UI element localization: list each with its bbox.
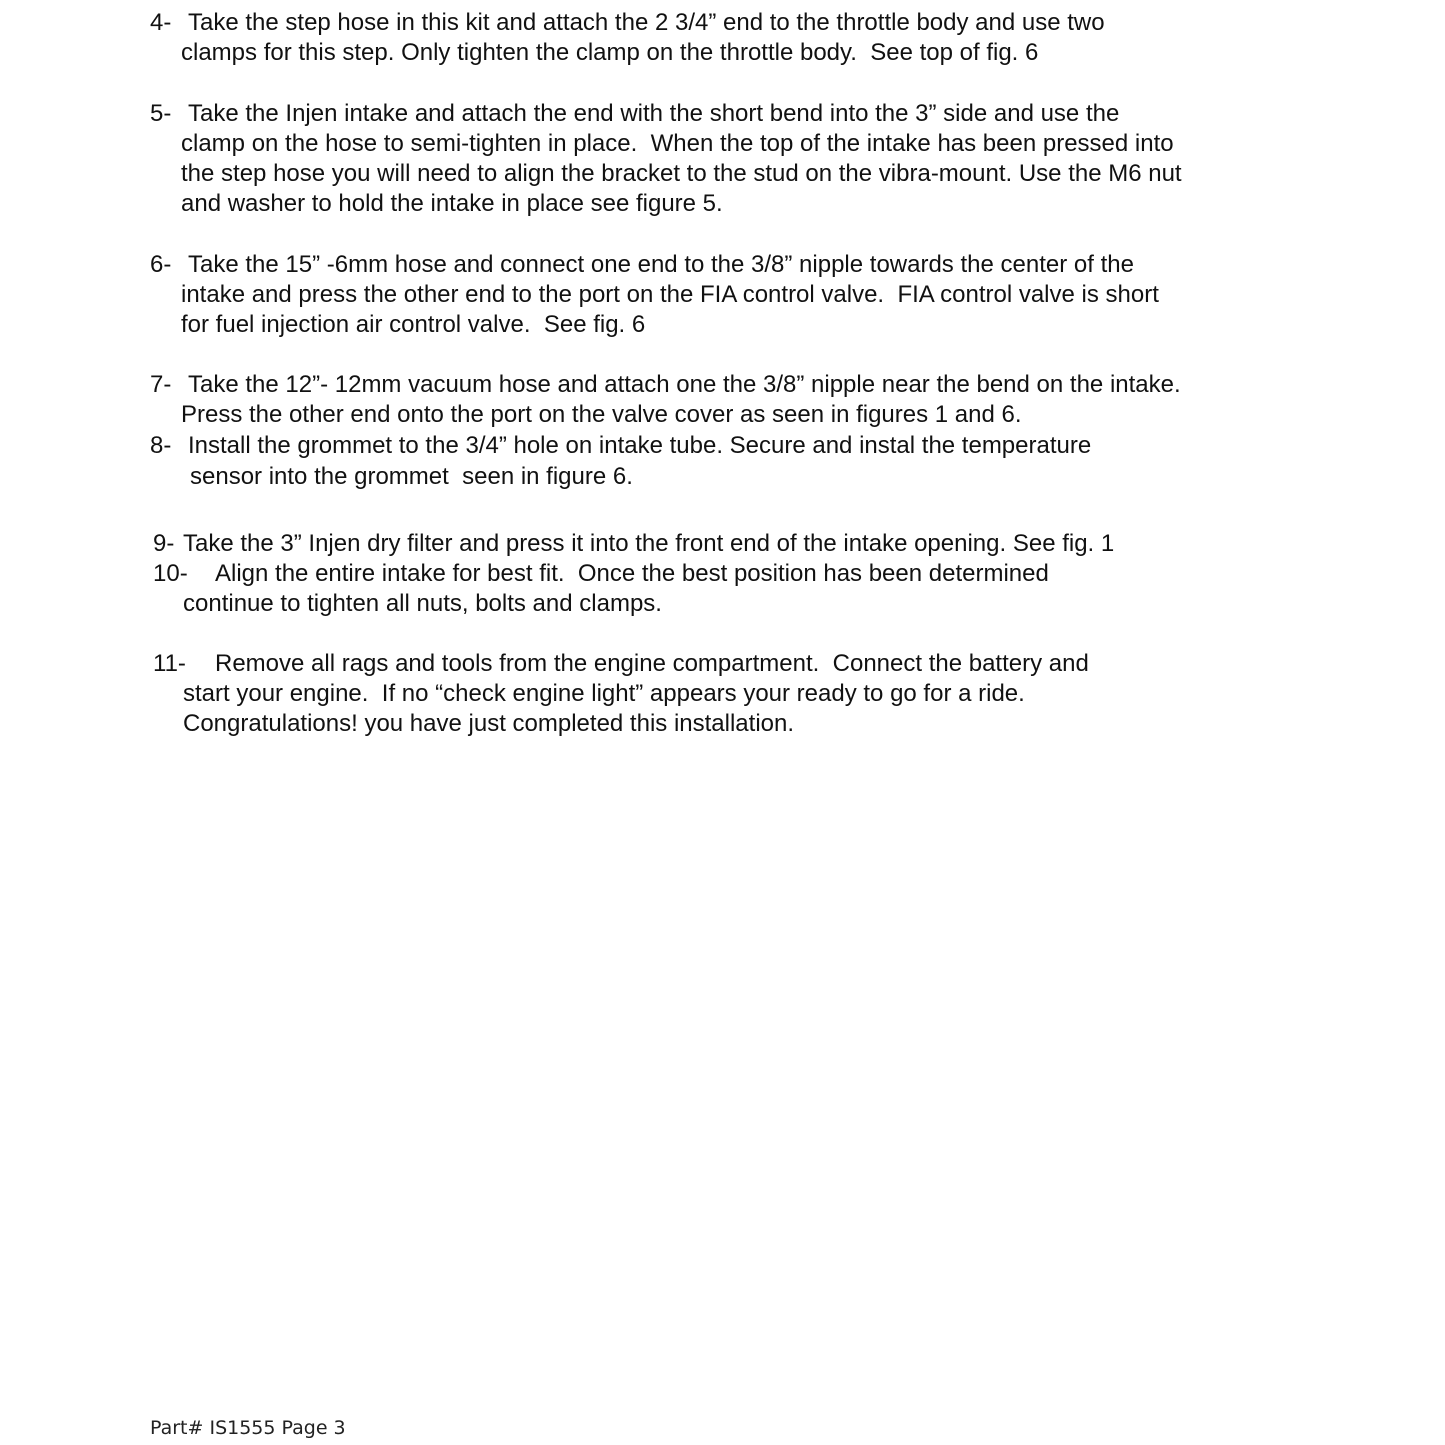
step-text-line: Press the other end onto the port on the valve cover as seen in figures 1 and 6.	[181, 401, 1022, 428]
step-text-line: clamp on the hose to semi-tighten in place. When the top of the intake has been pressed into	[181, 130, 1174, 157]
step-number: 9-	[153, 530, 175, 557]
step-text-line: Install the grommet to the 3/4” hole on intake tube. Secure and instal the temperature	[188, 432, 1092, 459]
step-text-line: and washer to hold the intake in place see figure 5.	[181, 190, 723, 217]
step-number: 6-	[150, 251, 172, 278]
step-text-line: Align the entire intake for best fit. Once the best position has been determined	[215, 560, 1049, 587]
step-text-line: Take the 3” Injen dry filter and press it into the front end of the intake opening. See fig. 1	[183, 530, 1115, 557]
page-footer: Part# IS1555 Page 3	[150, 1417, 346, 1439]
step-text-line: the step hose you will need to align the bracket to the stud on the vibra-mount. Use the M6 nut	[181, 160, 1182, 187]
step-text-line: sensor into the grommet seen in figure 6.	[190, 463, 633, 490]
step-text-line: intake and press the other end to the port on the FIA control valve. FIA control valve is short	[181, 281, 1159, 308]
step-number: 8-	[150, 432, 172, 459]
step-number: 7-	[150, 371, 172, 398]
step-text-line: Take the Injen intake and attach the end with the short bend into the 3” side and use the	[188, 100, 1120, 127]
step-number: 11-	[153, 650, 186, 677]
step-number: 10-	[153, 560, 188, 587]
step-text-line: clamps for this step. Only tighten the clamp on the throttle body. See top of fig. 6	[181, 39, 1039, 66]
step-text-line: Remove all rags and tools from the engine compartment. Connect the battery and	[215, 650, 1089, 677]
step-text-line: for fuel injection air control valve. See fig. 6	[181, 311, 646, 338]
step-text-line: Take the 12”- 12mm vacuum hose and attach one the 3/8” nipple near the bend on the intake.	[188, 371, 1181, 398]
step-text-line: start your engine. If no “check engine light” appears your ready to go for a ride.	[183, 680, 1025, 707]
step-number: 5-	[150, 100, 172, 127]
step-text-line: Take the step hose in this kit and attach the 2 3/4” end to the throttle body and use two	[188, 9, 1105, 36]
step-text-line: continue to tighten all nuts, bolts and clamps.	[183, 590, 662, 617]
step-number: 4-	[150, 9, 172, 36]
step-text-line: Congratulations! you have just completed this installation.	[183, 710, 795, 737]
step-text-line: Take the 15” -6mm hose and connect one end to the 3/8” nipple towards the center of the	[188, 251, 1134, 278]
